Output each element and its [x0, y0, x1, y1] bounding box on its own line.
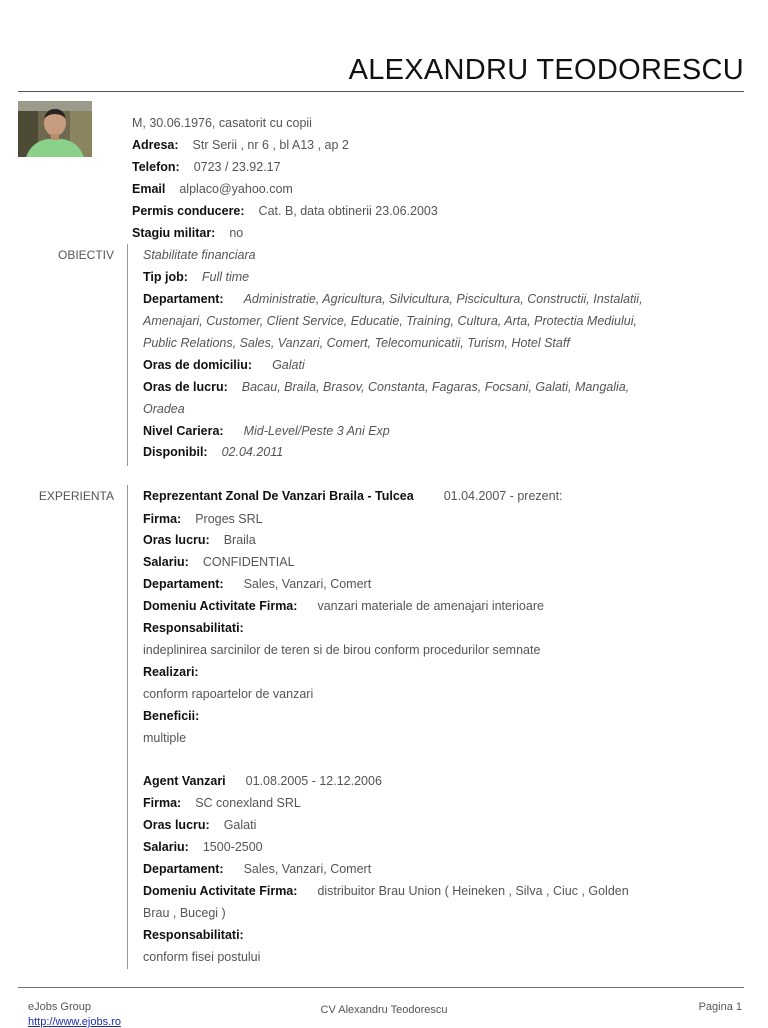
- footer-company: eJobs Group: [28, 1001, 91, 1013]
- job-domain-row: Domeniu Activitate Firma: vanzari materiale de amenajari interioare: [143, 599, 544, 613]
- address-row: Adresa: Str Serii , nr 6 , bl A13 , ap 2: [132, 138, 349, 152]
- work-city-row-cont: Oradea: [143, 402, 185, 416]
- job-responsibilities-label: Responsabilitati:: [143, 928, 244, 942]
- footer-link[interactable]: http://www.ejobs.ro: [28, 1016, 121, 1028]
- department-row-cont2: Public Relations, Sales, Vanzari, Comert, Telecomunicatii, Turism, Hotel Staff: [143, 336, 570, 350]
- profile-photo: [18, 101, 92, 157]
- career-level-row: Nivel Cariera: Mid-Level/Peste 3 Ani Exp: [143, 424, 390, 438]
- department-row: Departament: Administratie, Agricultura, Silvicultura, Piscicultura, Constructii, Instalatii,: [143, 292, 643, 306]
- footer-title: CV Alexandru Teodorescu: [320, 1004, 448, 1016]
- job-title-row: Reprezentant Zonal De Vanzari Braila - Tulcea 01.04.2007 - prezent:: [143, 489, 563, 503]
- job-department-row: Departament: Sales, Vanzari, Comert: [143, 862, 372, 876]
- available-row: Disponibil: 02.04.2011: [143, 445, 284, 459]
- section-experience: EXPERIENTA: [38, 489, 114, 503]
- job-department-row: Departament: Sales, Vanzari, Comert: [143, 577, 372, 591]
- home-city-row: Oras de domiciliu: Galati: [143, 358, 305, 372]
- phone-row: Telefon: 0723 / 23.92.17: [132, 160, 281, 174]
- job-benefits-label: Beneficii:: [143, 709, 200, 723]
- job-company-row: Firma: Proges SRL: [143, 512, 263, 526]
- job-city-row: Oras lucru: Braila: [143, 533, 256, 547]
- job-benefits: multiple: [143, 731, 187, 745]
- job-responsibilities: indeplinirea sarcinilor de teren si de birou conform procedurilor semnate: [143, 643, 541, 657]
- footer-page-number: Pagina 1: [698, 1001, 742, 1013]
- objective-headline: Stabilitate financiara: [143, 248, 256, 262]
- military-row: Stagiu militar: no: [132, 226, 244, 240]
- work-city-row: Oras de lucru: Bacau, Braila, Brasov, Constanta, Fagaras, Focsani, Galati, Mangalia,: [143, 380, 630, 394]
- job-city-row: Oras lucru: Galati: [143, 818, 257, 832]
- job-achievements-label: Realizari:: [143, 665, 199, 679]
- personal-summary: M, 30.06.1976, casatorit cu copii: [132, 116, 312, 130]
- job-responsibilities-label: Responsabilitati:: [143, 621, 244, 635]
- job-achievements: conform rapoartelor de vanzari: [143, 687, 314, 701]
- objective-divider: [127, 244, 128, 466]
- experience-divider: [127, 485, 128, 969]
- job-company-row: Firma: SC conexland SRL: [143, 796, 301, 810]
- cv-name: ALEXANDRU TEODORESCU: [348, 54, 744, 86]
- header-divider: [18, 91, 744, 92]
- job-salary-row: Salariu: CONFIDENTIAL: [143, 555, 295, 569]
- department-row-cont: Amenajari, Customer, Client Service, Educatie, Training, Cultura, Arta, Protectia Mediului,: [143, 314, 637, 328]
- job-domain-row: Domeniu Activitate Firma: distribuitor Brau Union ( Heineken , Silva , Ciuc , Golden: [143, 884, 629, 898]
- job-domain-row-cont: Brau , Bucegi ): [143, 906, 226, 920]
- job-responsibilities: conform fisei postului: [143, 950, 261, 964]
- job-title-row: Agent Vanzari 01.08.2005 - 12.12.2006: [143, 774, 382, 788]
- footer-divider: [18, 987, 744, 988]
- job-type-row: Tip job: Full time: [143, 270, 250, 284]
- email-row: Email alplaco@yahoo.com: [132, 182, 293, 196]
- job-salary-row: Salariu: 1500-2500: [143, 840, 263, 854]
- section-objective: OBIECTIV: [57, 248, 114, 262]
- license-row: Permis conducere: Cat. B, data obtinerii 23.06.2003: [132, 204, 438, 218]
